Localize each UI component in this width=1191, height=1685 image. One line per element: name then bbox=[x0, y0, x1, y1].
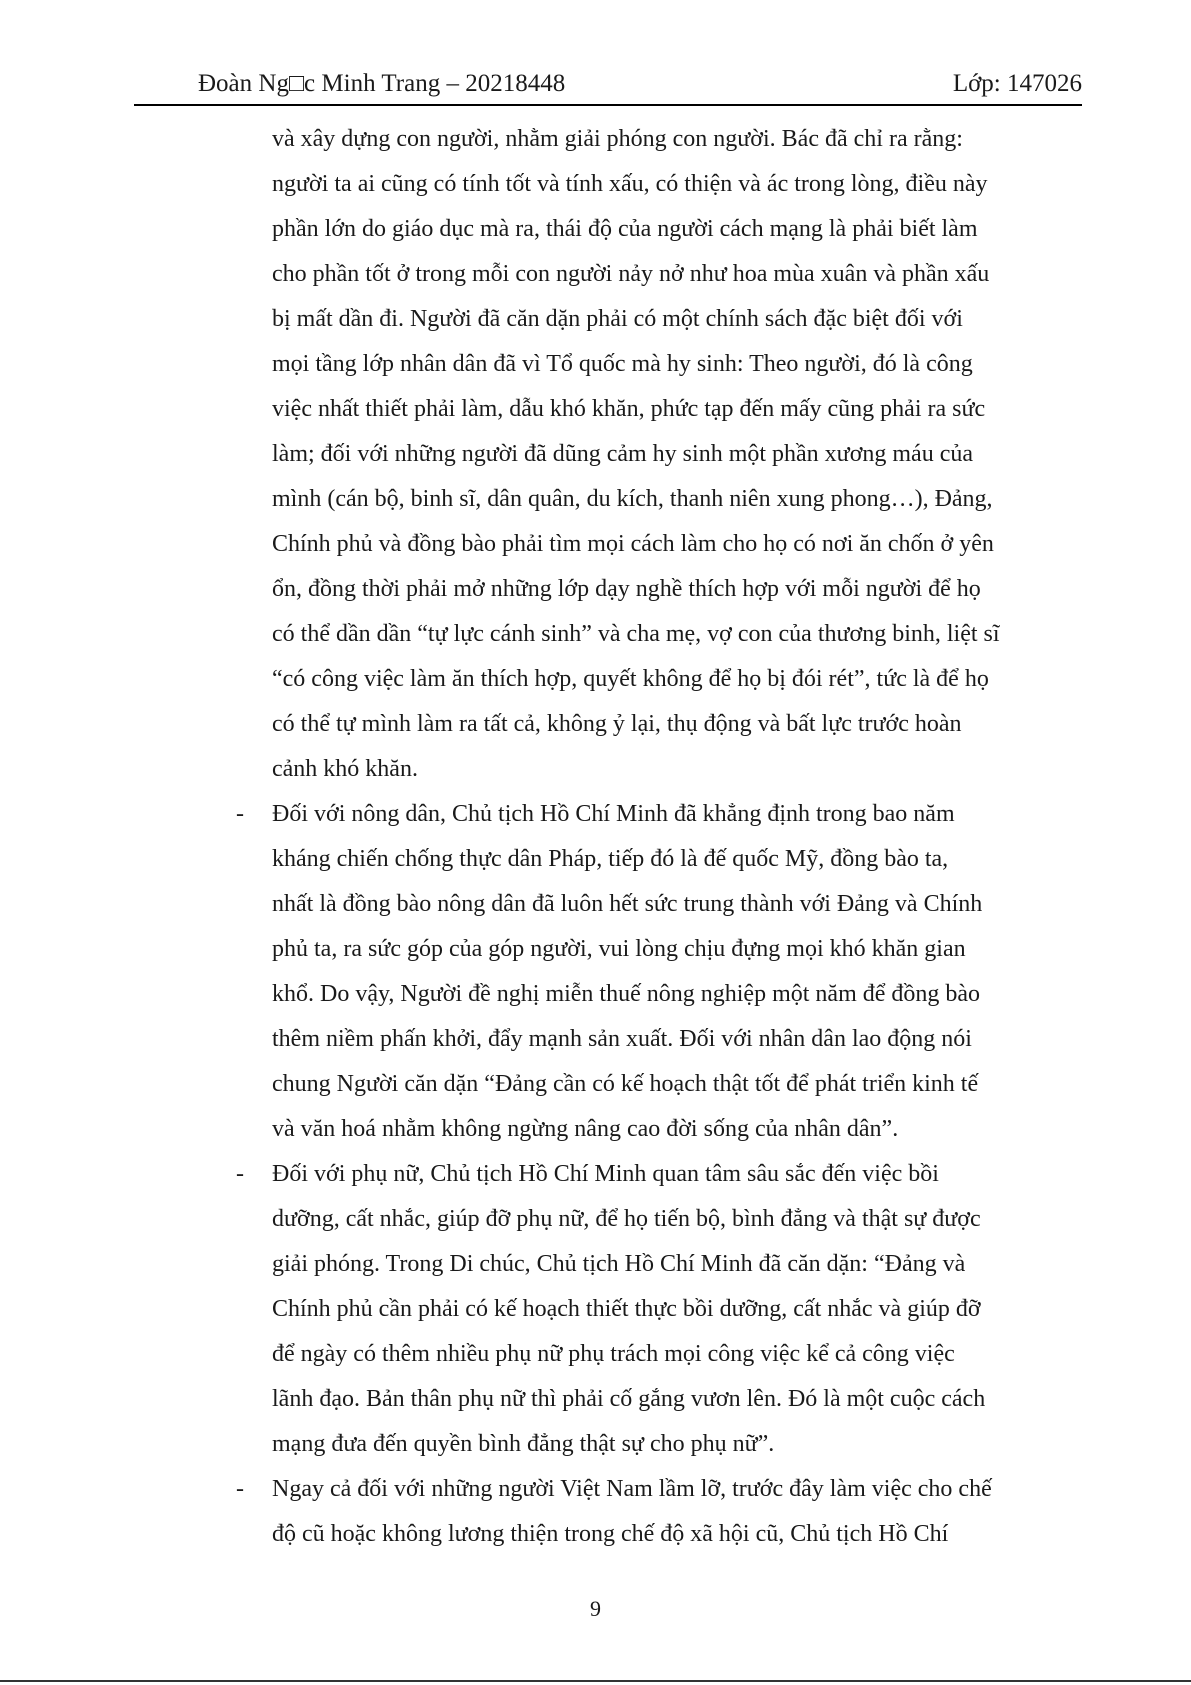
text-line: dưỡng, cất nhắc, giúp đỡ phụ nữ, để họ tiến bộ, bình đẳng và thật sự được bbox=[272, 1206, 981, 1232]
text-line: độ cũ hoặc không lương thiện trong chế độ xã hội cũ, Chủ tịch Hồ Chí bbox=[272, 1521, 949, 1547]
text-line: Đối với nông dân, Chủ tịch Hồ Chí Minh đã khẳng định trong bao năm bbox=[272, 801, 955, 827]
text-line: “có công việc làm ăn thích hợp, quyết không để họ bị đói rét”, tức là để họ bbox=[272, 666, 989, 692]
text-line: và xây dựng con người, nhằm giải phóng con người. Bác đã chỉ ra rằng: bbox=[272, 126, 963, 152]
bullet-dash: - bbox=[236, 1476, 244, 1502]
text-line: Đối với phụ nữ, Chủ tịch Hồ Chí Minh quan tâm sâu sắc đến việc bồi bbox=[272, 1161, 939, 1187]
document-body bbox=[236, 117, 1082, 1557]
text-line: nhất là đồng bào nông dân đã luôn hết sức trung thành với Đảng và Chính bbox=[272, 891, 983, 917]
text-line: người ta ai cũng có tính tốt và tính xấu, có thiện và ác trong lòng, điều này bbox=[272, 171, 988, 197]
text-line: phủ ta, ra sức góp của góp người, vui lòng chịu đựng mọi khó khăn gian bbox=[272, 936, 966, 962]
header-rule bbox=[134, 104, 1082, 106]
footer-rule bbox=[0, 1680, 1191, 1682]
text-line: mình (cán bộ, binh sĩ, dân quân, du kích, thanh niên xung phong…), Đảng, bbox=[272, 486, 993, 512]
text-line: Ngay cả đối với những người Việt Nam lầm lỡ, trước đây làm việc cho chế bbox=[272, 1476, 992, 1502]
text-line: cho phần tốt ở trong mỗi con người nảy nở như hoa mùa xuân và phần xấu bbox=[272, 261, 990, 287]
text-line: có thể tự mình làm ra tất cả, không ỷ lại, thụ động và bất lực trước hoàn bbox=[272, 711, 962, 737]
text-line: cảnh khó khăn. bbox=[272, 756, 418, 782]
text-line: và văn hoá nhằm không ngừng nâng cao đời sống của nhân dân”. bbox=[272, 1116, 899, 1142]
text-line: Chính phủ cần phải có kế hoạch thiết thực bồi dưỡng, cất nhắc và giúp đỡ bbox=[272, 1296, 981, 1322]
page-number: 9 bbox=[590, 1596, 601, 1621]
text-line: lãnh đạo. Bản thân phụ nữ thì phải cố gắng vươn lên. Đó là một cuộc cách bbox=[272, 1386, 986, 1412]
text-line: làm; đối với những người đã dũng cảm hy sinh một phần xương máu của bbox=[272, 441, 974, 467]
header-author: Đoàn Ng□c Minh Trang – 20218448 bbox=[198, 70, 566, 97]
text-line: phần lớn do giáo dục mà ra, thái độ của người cách mạng là phải biết làm bbox=[272, 216, 978, 242]
text-line: giải phóng. Trong Di chúc, Chủ tịch Hồ Chí Minh đã căn dặn: “Đảng và bbox=[272, 1251, 966, 1277]
text-line: việc nhất thiết phải làm, dẫu khó khăn, phức tạp đến mấy cũng phải ra sức bbox=[272, 396, 986, 422]
text-line: khổ. Do vậy, Người đề nghị miễn thuế nông nghiệp một năm để đồng bào bbox=[272, 981, 981, 1007]
text-line: thêm niềm phấn khởi, đẩy mạnh sản xuất. Đối với nhân dân lao động nói bbox=[272, 1026, 972, 1052]
text-line: ổn, đồng thời phải mở những lớp dạy nghề thích hợp với mỗi người để họ bbox=[272, 576, 981, 602]
continuation-paragraph bbox=[272, 117, 1082, 792]
text-line: bị mất dần đi. Người đã căn dặn phải có một chính sách đặc biệt đối với bbox=[272, 306, 963, 332]
text-line: chung Người căn dặn “Đảng cần có kế hoạch thật tốt để phát triển kinh tế bbox=[272, 1071, 979, 1097]
bullet-dash: - bbox=[236, 801, 244, 827]
text-line: mạng đưa đến quyền bình đẳng thật sự cho phụ nữ”. bbox=[272, 1431, 775, 1457]
bullet-item-misguided-people bbox=[236, 1467, 1082, 1557]
page-header bbox=[134, 66, 1082, 106]
text-line: Chính phủ và đồng bào phải tìm mọi cách làm cho họ có nơi ăn chốn ở yên bbox=[272, 531, 994, 557]
text-line: có thể dần dần “tự lực cánh sinh” và cha mẹ, vợ con của thương binh, liệt sĩ bbox=[272, 621, 1000, 647]
text-line: mọi tầng lớp nhân dân đã vì Tổ quốc mà hy sinh: Theo người, đó là công bbox=[272, 351, 973, 377]
bullet-dash: - bbox=[236, 1161, 244, 1187]
bullet-item-farmers bbox=[236, 792, 1082, 1152]
bullet-item-women bbox=[236, 1152, 1082, 1467]
header-class: Lớp: 147026 bbox=[952, 70, 1082, 97]
text-line: kháng chiến chống thực dân Pháp, tiếp đó là đế quốc Mỹ, đồng bào ta, bbox=[272, 846, 949, 872]
text-line: để ngày có thêm nhiều phụ nữ phụ trách mọi công việc kể cả công việc bbox=[272, 1341, 955, 1367]
